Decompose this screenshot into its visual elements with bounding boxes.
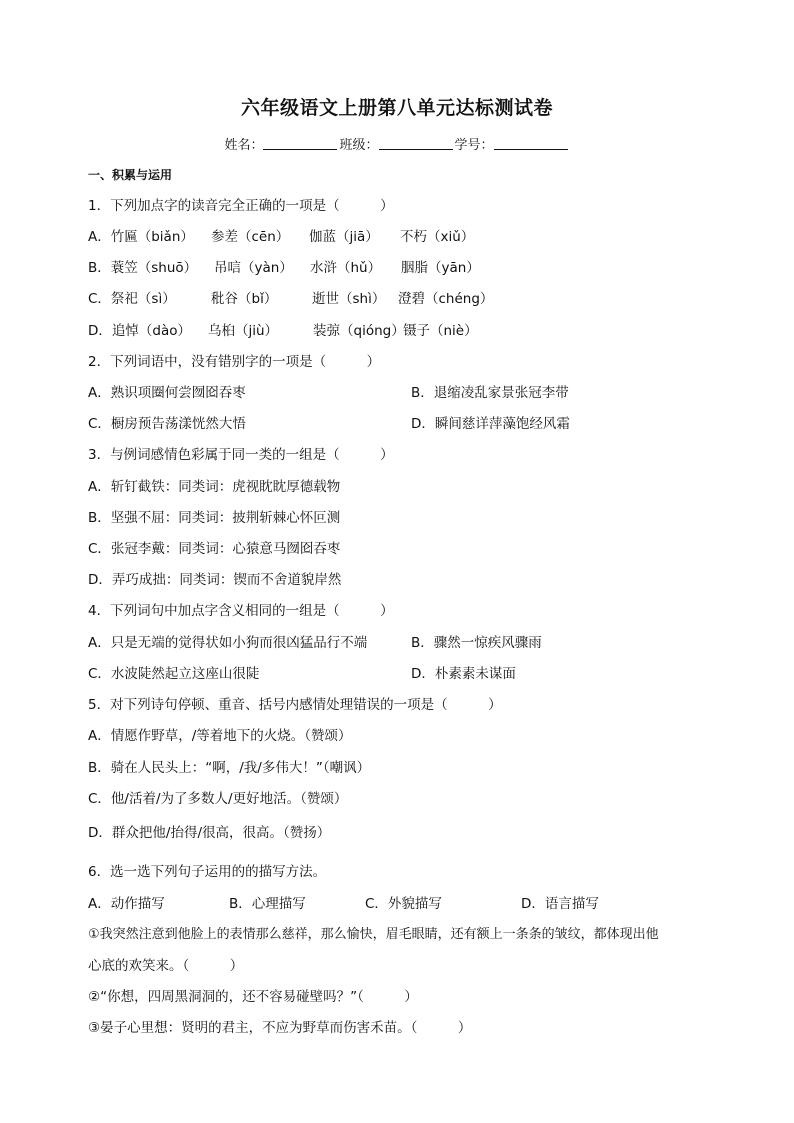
q1-option-d-1: D．追悼（dào）	[88, 323, 191, 339]
q5-option-c: C．他/活着/为了多数人/更好地活。（赞颂）	[88, 791, 348, 807]
q6-sentence-2: ②“你想，四周黑洞洞的，还不容易碰壁吗？”（ ）	[88, 989, 418, 1005]
q2-option-a: A．熟识项圈何尝囫囵吞枣	[88, 385, 246, 401]
q1-option-a-3: 伽蓝（jiā）	[309, 229, 379, 245]
q1-option-c-2: 秕谷（bǐ）	[211, 291, 278, 307]
q3-option-d: D．弄巧成拙：同类词：锲而不舍道貌岸然	[88, 572, 342, 588]
q5-option-a: A．情愿作野草，/等着地下的火烧。（赞颂）	[88, 728, 352, 744]
question-4-stem: 4．下列词句中加点字含义相同的一组是（ ）	[88, 603, 394, 619]
name-blank[interactable]	[263, 136, 337, 150]
id-label: 学号：	[454, 138, 494, 153]
section-heading: 一、积累与运用	[88, 168, 173, 182]
q5-option-d: D．群众把他/抬得/很高，很高。（赞扬）	[88, 825, 331, 841]
q3-option-b: B．坚强不屈：同类词：披荆斩棘心怀叵测	[88, 510, 341, 526]
q6-sentence-1-line-1: ①我突然注意到他脸上的表情那么慈祥，那么愉快，眉毛眼睛，还有额上一条条的皱纹，都体现出他	[88, 927, 659, 942]
q6-option-b: B．心理描写	[229, 896, 306, 912]
q2-option-c: C．橱房预告荡漾恍然大悟	[88, 416, 246, 432]
q1-option-a-2: 参差（cēn）	[211, 229, 290, 245]
q1-option-b-3: 水浒（hǔ）	[310, 260, 382, 276]
q1-option-b-1: B．蓑笠（shuō）	[88, 260, 198, 276]
q6-sentence-3: ③晏子心里想：贤明的君主，不应为野草而伤害禾苗。（ ）	[88, 1020, 472, 1036]
question-6-stem: 6．选一选下列句子运用的的描写方法。	[88, 864, 327, 880]
id-blank[interactable]	[494, 136, 568, 150]
q1-option-a-1: A．竹匾（biǎn）	[88, 229, 194, 245]
q2-option-d: D．瞬间慈详萍藻饱经风霜	[411, 416, 570, 432]
q6-option-c: C．外貌描写	[365, 896, 442, 912]
student-info	[0, 134, 794, 153]
q2-option-b: B．退缩凌乱家景张冠李带	[411, 385, 569, 401]
q1-option-c-4: 澄碧（chéng）	[398, 291, 494, 307]
q1-option-c-1: C．祭祀（sì）	[88, 291, 176, 307]
q6-sentence-1-line-2: 心底的欢笑来。（ ）	[88, 958, 244, 974]
question-1-stem: 1．下列加点字的读音完全正确的一项是（ ）	[88, 198, 394, 214]
q4-option-a: A．只是无端的觉得状如小狗而很凶猛品行不端	[88, 635, 368, 651]
question-3-stem: 3．与例词感情色彩属于同一类的一组是（ ）	[88, 447, 394, 463]
q4-option-d: D．朴素素未谋面	[411, 666, 516, 682]
q1-option-c-3: 逝世（shì）	[312, 291, 386, 307]
q4-option-c: C．水波陡然起立这座山很陡	[88, 666, 260, 682]
class-label: 班级：	[339, 138, 379, 153]
q3-option-c: C．张冠李戴：同类词：心猿意马囫囵吞枣	[88, 541, 341, 557]
q1-option-d-2: 乌桕（jiù）	[208, 323, 279, 339]
q1-option-d-3: 装弶（qióng）	[313, 323, 405, 339]
q3-option-a: A．斩钉截铁：同类词：虎视眈眈厚德载物	[88, 479, 341, 495]
q1-option-a-4: 不朽（xiǔ）	[400, 229, 475, 245]
q1-option-b-4: 胭脂（yān）	[401, 260, 480, 276]
question-2-stem: 2．下列词语中，没有错别字的一项是（ ）	[88, 354, 381, 370]
q4-option-b: B．骤然一惊疾风骤雨	[411, 635, 542, 651]
q1-option-d-4: 镊子（niè）	[403, 323, 478, 339]
name-label: 姓名：	[224, 138, 264, 153]
q6-option-a: A．动作描写	[88, 896, 165, 912]
q1-option-b-2: 吊唁（yàn）	[214, 260, 293, 276]
question-5-stem: 5．对下列诗句停顿、重音、括号内感情处理错误的一项是（ ）	[88, 697, 502, 713]
page-title: 六年级语文上册第八单元达标测试卷	[240, 97, 553, 119]
q5-option-b: B．骑在人民头上：“啊，/我/多伟大！”（嘲讽）	[88, 760, 371, 776]
class-blank[interactable]	[379, 136, 453, 150]
q6-option-d: D．语言描写	[521, 896, 599, 912]
